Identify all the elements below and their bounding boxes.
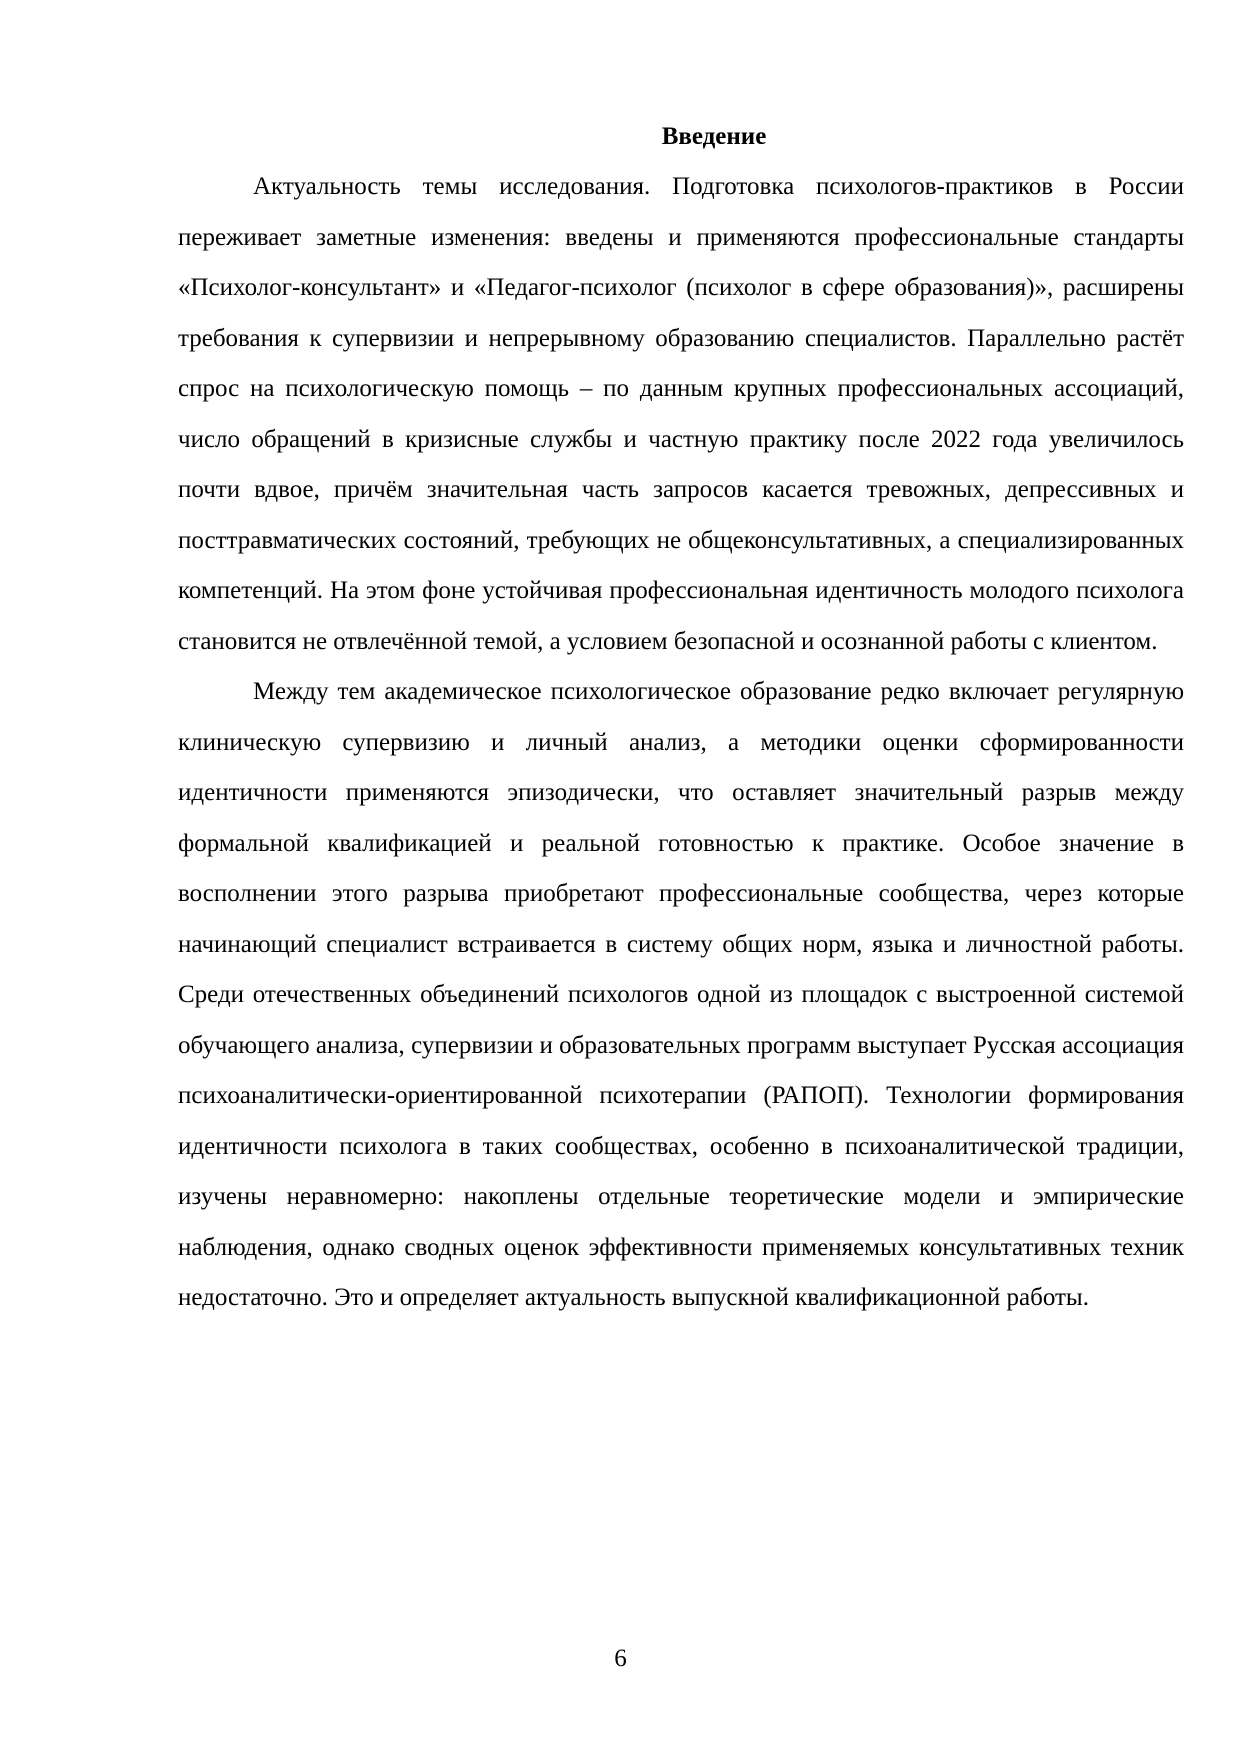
page-content [178, 112, 1184, 1324]
page-number: 6 [614, 1645, 627, 1672]
paragraph-relevance: Актуальность темы исследования. Подготовка психологов-практиков в России переживает заметные изменения: введены и применяются профессиональные стандарты «Психолог-консультант» и «Педагог-психолог (психолог в сфере образования)», расширены требования к супервизии и непрерывному образованию специалистов. Параллельно растёт спрос на психологическую помощь – по данным крупных профессиональных ассоциаций, число обращений в кризисные службы и частную практику после 2022 года увеличилось почти вдвое, причём значительная часть запросов касается тревожных, депрессивных и посттравматических состояний, требующих не общеконсультативных, а специализированных компетенций. На этом фоне устойчивая профессиональная идентичность молодого психолога становится не отвлечённой темой, а условием безопасной и осознанной работы с клиентом. [178, 173, 1184, 655]
paragraph-education-gap: Между тем академическое психологическое образование редко включает регулярную клиническую супервизию и личный анализ, а методики оценки сформированности идентичности применяются эпизодически, что оставляет значительный разрыв между формальной квалификацией и реальной готовностью к практике. Особое значение в восполнении этого разрыва приобретают профессиональные сообщества, через которые начинающий специалист встраивается в систему общих норм, языка и личностной работы. Среди отечественных объединений психологов одной из площадок с выстроенной системой обучающего анализа, супервизии и образовательных программ выступает Русская ассоциация психоаналитически-ориентированной психотерапии (РАПОП). Технологии формирования идентичности психолога в таких сообществах, особенно в психоаналитической традиции, изучены неравномерно: накоплены отдельные теоретические модели и эмпирические наблюдения, однако сводных оценок эффективности применяемых консультативных техник недостаточно. Это и определяет актуальность выпускной квалификационной работы. [178, 678, 1184, 1311]
section-heading: Введение [661, 123, 767, 150]
